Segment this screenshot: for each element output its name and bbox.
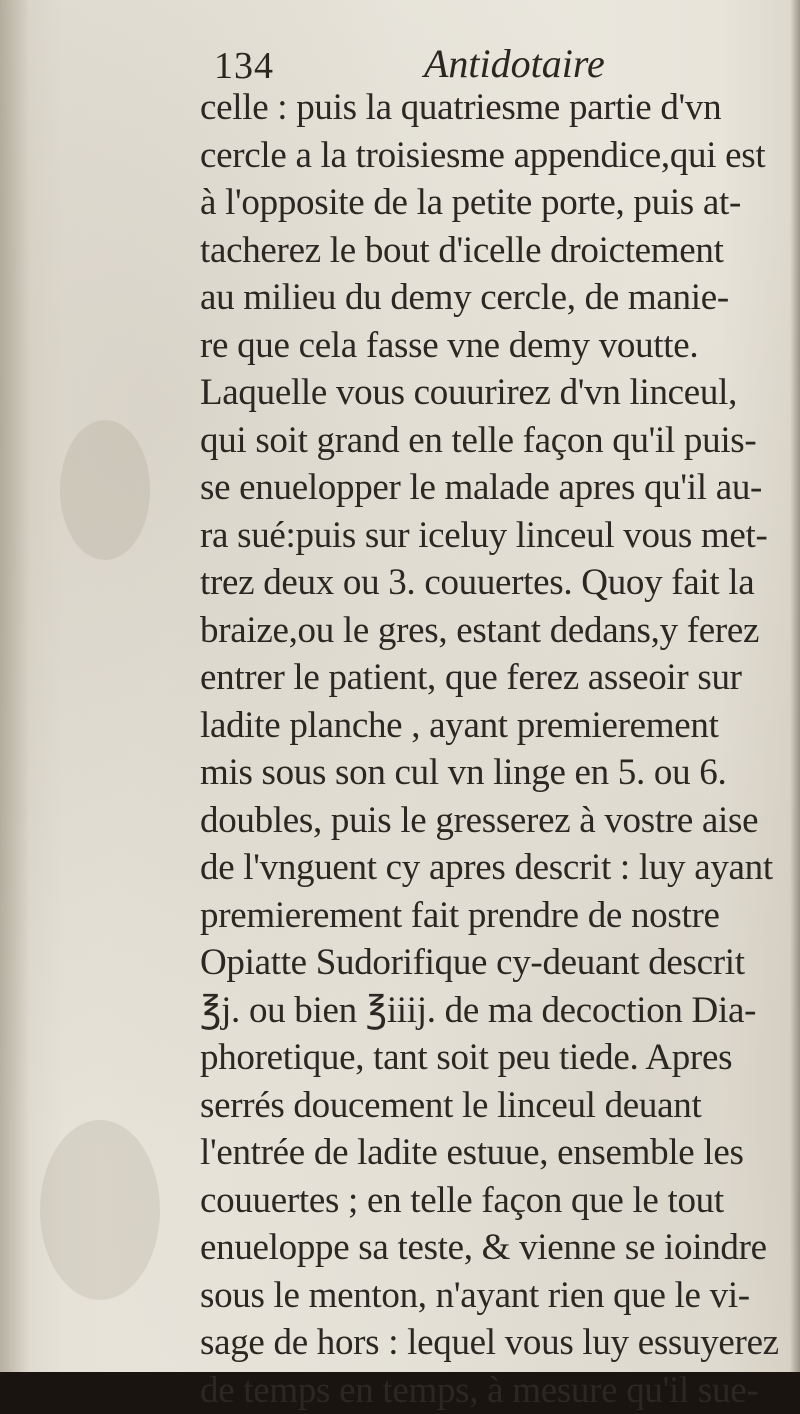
page-number: 134: [214, 44, 274, 88]
running-title: Antidotaire: [424, 40, 605, 87]
text-line: Opiatte Sudorifique cy-deuant descrit: [200, 939, 780, 987]
text-line: cercle a la troisiesme appendice,qui est: [200, 132, 780, 180]
show-through-text: [30, 140, 180, 1240]
text-line: sage de hors : lequel vous luy essuyerez: [200, 1319, 780, 1367]
text-line: de temps en temps, à mesure qu'il sue-: [200, 1367, 780, 1414]
text-line: phoretique, tant soit peu tiede. Apres: [200, 1034, 780, 1082]
text-line: serrés doucement le linceul deuant: [200, 1082, 780, 1130]
text-line: mis sous son cul vn linge en 5. ou 6.: [200, 749, 780, 797]
text-line: Laquelle vous couurirez d'vn linceul,: [200, 369, 780, 417]
text-line: à l'opposite de la petite porte, puis at-: [200, 179, 780, 227]
page-right-edge: [790, 0, 800, 1372]
text-line: entrer le patient, que ferez asseoir sur: [200, 654, 780, 702]
text-line: premierement fait prendre de nostre: [200, 892, 780, 940]
text-line: enueloppe sa teste, & vienne se ioindre: [200, 1224, 780, 1272]
text-line: couuertes ; en telle façon que le tout: [200, 1177, 780, 1225]
text-line: de l'vnguent cy apres descrit : luy ayant: [200, 844, 780, 892]
text-line: doubles, puis le gresserez à vostre aise: [200, 797, 780, 845]
page-left-shadow: [0, 0, 30, 1372]
text-line: se enuelopper le malade apres qu'il au-: [200, 464, 780, 512]
text-line: ladite planche , ayant premierement: [200, 702, 780, 750]
text-line: au milieu du demy cercle, de manie-: [200, 274, 780, 322]
text-line: re que cela fasse vne demy voutte.: [200, 322, 780, 370]
text-line: ra sué:puis sur iceluy linceul vous met-: [200, 512, 780, 560]
text-line: l'entrée de ladite estuue, ensemble les: [200, 1129, 780, 1177]
text-line: qui soit grand en telle façon qu'il puis-: [200, 417, 780, 465]
text-line: tacherez le bout d'icelle droictement: [200, 227, 780, 275]
body-text: [200, 84, 780, 1414]
text-line: ℥j. ou bien ℥iiij. de ma decoction Dia-: [200, 987, 780, 1035]
text-line: sous le menton, n'ayant rien que le vi-: [200, 1272, 780, 1320]
text-line: celle : puis la quatriesme partie d'vn: [200, 84, 780, 132]
text-line: braize,ou le gres, estant dedans,y ferez: [200, 607, 780, 655]
text-line: trez deux ou 3. couuertes. Quoy fait la: [200, 559, 780, 607]
